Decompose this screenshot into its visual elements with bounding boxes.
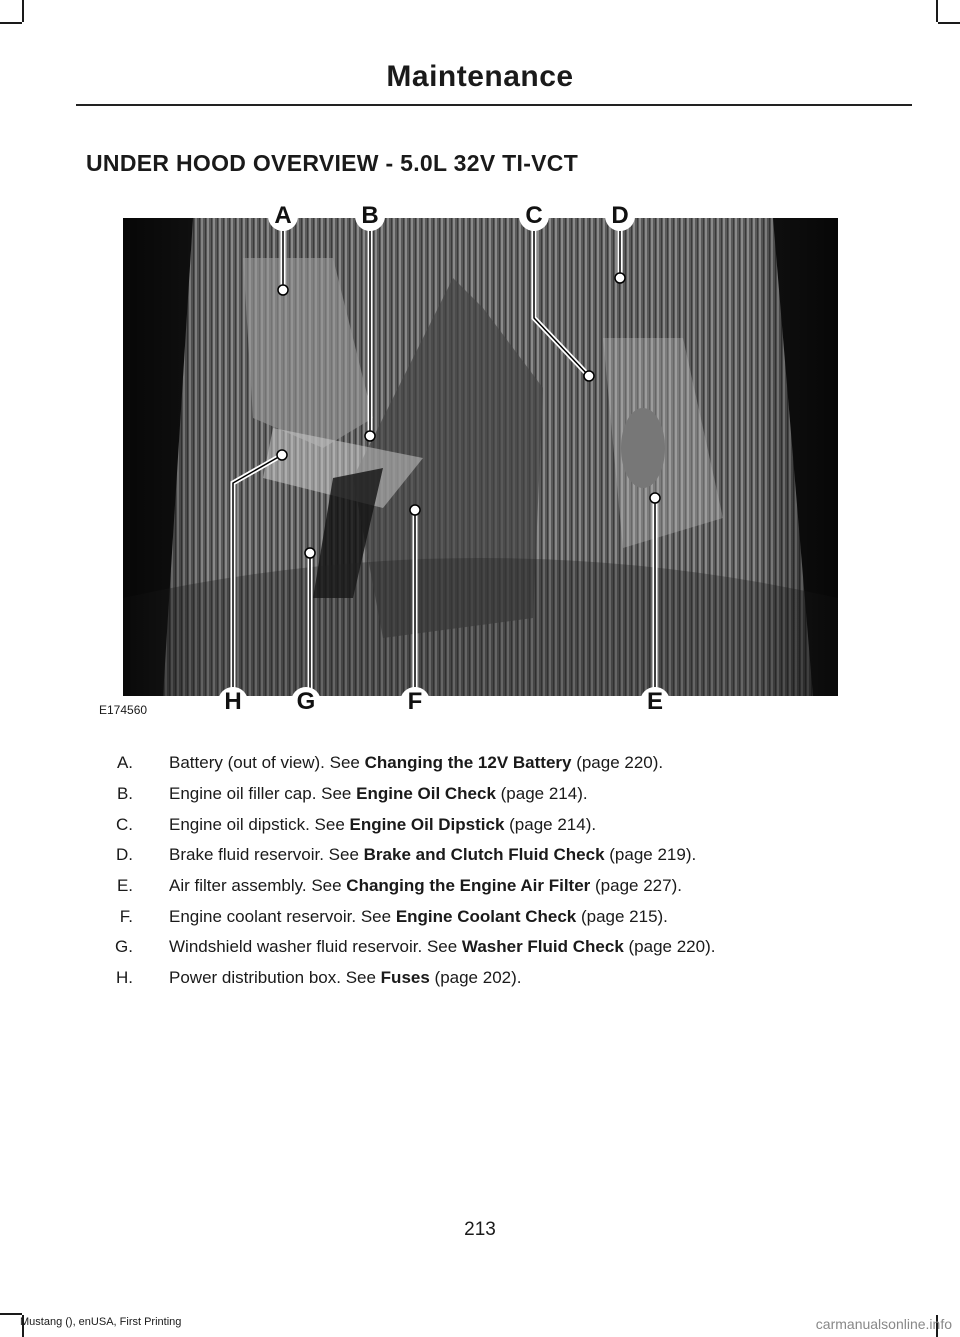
callout-f: F [400, 687, 430, 717]
legend-text [169, 753, 663, 773]
legend-reference-link[interactable]: Engine Coolant Check [395, 906, 577, 926]
figure-id: E174560 [99, 703, 148, 717]
legend-item [86, 809, 906, 840]
footer-text: Mustang (), enUSA, First Printing [20, 1316, 182, 1328]
engine-bay-drawing [123, 218, 838, 696]
legend-letter: H. [116, 968, 133, 988]
legend-letter: G. [115, 937, 133, 957]
legend-letter: D. [116, 845, 133, 865]
page-number: 213 [464, 1219, 496, 1240]
legend-text [169, 968, 522, 988]
legend-item [86, 840, 906, 871]
legend-reference-link[interactable]: Fuses [380, 968, 430, 988]
callout-a: A [268, 201, 298, 231]
legend-letter: C. [116, 814, 133, 834]
crop-mark-top-left-h [0, 22, 22, 24]
legend-text [169, 876, 682, 896]
legend-page-ref: (page 214). [504, 814, 597, 834]
legend-item [86, 748, 906, 779]
page-header-title: Maintenance [386, 60, 574, 93]
legend-item [86, 932, 906, 963]
legend-page-ref: (page 227). [590, 876, 682, 896]
callout-c: C [519, 201, 549, 231]
crop-mark-top-left-v [22, 0, 24, 22]
callout-g: G [291, 687, 321, 717]
legend-item [86, 779, 906, 810]
legend-page-ref: (page 214). [495, 784, 588, 804]
legend-description: Windshield washer fluid reservoir. See [169, 937, 462, 957]
legend-description: Engine oil filler cap. See [169, 784, 357, 804]
legend-letter: E. [116, 876, 133, 896]
legend-item [86, 901, 906, 932]
legend-text [169, 845, 696, 865]
callout-d: D [605, 201, 635, 231]
legend-reference-link[interactable]: Engine Oil Dipstick [349, 814, 505, 834]
legend-description: Brake fluid reservoir. See [169, 845, 364, 865]
legend-description: Battery (out of view). See [169, 753, 365, 773]
legend-text [169, 815, 596, 835]
legend-reference-link[interactable]: Changing the Engine Air Filter [346, 876, 591, 896]
component-legend [86, 748, 906, 994]
legend-reference-link[interactable]: Changing the 12V Battery [364, 753, 572, 773]
legend-page-ref: (page 215). [576, 906, 668, 926]
legend-text [169, 937, 715, 957]
legend-reference-link[interactable]: Engine Oil Check [356, 784, 496, 804]
legend-item [86, 963, 906, 994]
legend-page-ref: (page 202). [429, 968, 522, 988]
header-divider [76, 104, 912, 106]
engine-bay-illustration [123, 218, 838, 696]
callout-b: B [355, 201, 385, 231]
legend-text [169, 907, 668, 927]
legend-page-ref: (page 220). [623, 937, 716, 957]
section-title: UNDER HOOD OVERVIEW - 5.0L 32V TI-VCT [86, 150, 579, 176]
legend-description: Air filter assembly. See [169, 876, 347, 896]
legend-page-ref: (page 219). [604, 845, 697, 865]
legend-reference-link[interactable]: Washer Fluid Check [461, 937, 624, 957]
crop-mark-bottom-left-h [0, 1313, 22, 1315]
watermark-text: carmanualsonline.info [815, 1316, 952, 1332]
legend-description: Power distribution box. See [169, 968, 381, 988]
legend-text [169, 784, 588, 804]
legend-letter: A. [116, 753, 133, 773]
callout-e: E [640, 687, 670, 717]
legend-letter: B. [116, 784, 133, 804]
legend-description: Engine oil dipstick. See [169, 814, 350, 834]
legend-page-ref: (page 220). [571, 753, 664, 773]
crop-mark-top-right-v [936, 0, 938, 22]
legend-letter: F. [119, 906, 133, 926]
crop-mark-top-right-h [938, 22, 960, 24]
legend-item [86, 871, 906, 902]
callout-h: H [218, 687, 248, 717]
legend-reference-link[interactable]: Brake and Clutch Fluid Check [363, 845, 605, 865]
legend-description: Engine coolant reservoir. See [169, 906, 396, 926]
